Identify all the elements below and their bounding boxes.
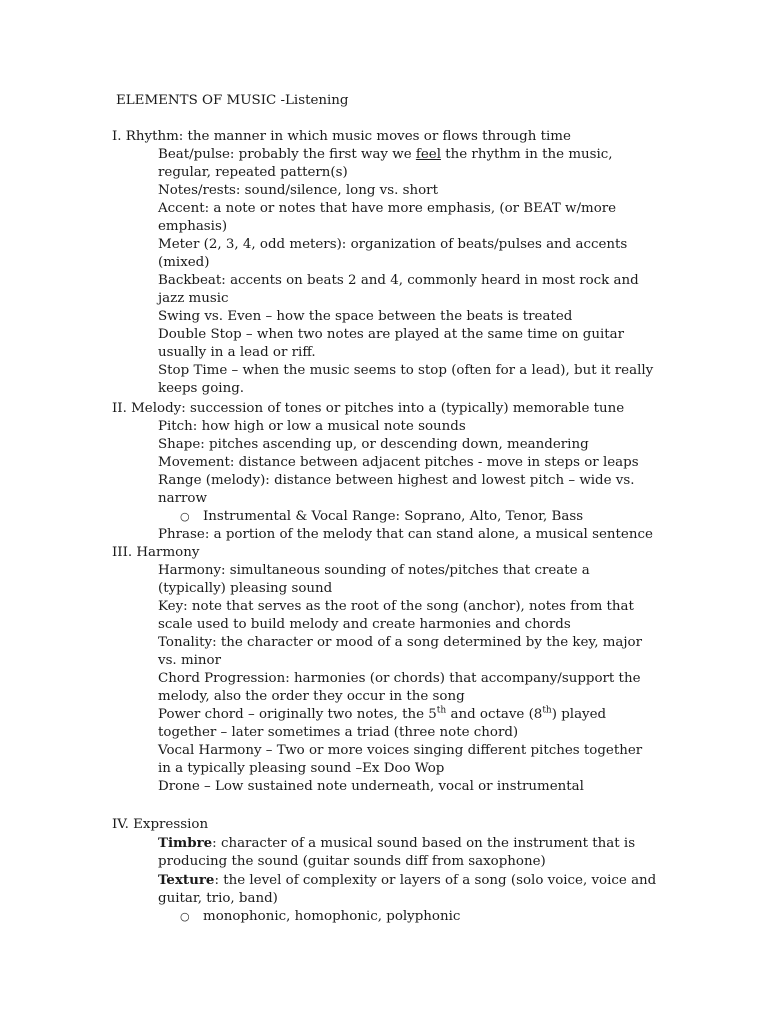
section-heading: II. Melody: succession of tones or pitches into a (typically) memorable tune bbox=[112, 401, 625, 416]
list-item: Range (melody): distance between highest and lowest pitch – wide vs. narrow bbox=[158, 473, 635, 506]
section-rhythm bbox=[112, 128, 712, 398]
item-text: and octave (8 bbox=[446, 707, 543, 722]
list-item: Phrase: a portion of the melody that can stand alone, a musical sentence bbox=[158, 527, 653, 542]
section-items bbox=[112, 834, 658, 926]
section-heading: IV. Expression bbox=[112, 817, 209, 832]
list-item: Chord Progression: harmonies (or chords) that accompany/support the melody, also the order they occur in the song bbox=[158, 671, 641, 704]
sub-bullet-item bbox=[158, 508, 658, 526]
item-text: Beat/pulse: probably the first way we bbox=[158, 147, 416, 162]
list-item bbox=[158, 834, 658, 871]
term-label: Texture bbox=[158, 872, 215, 888]
list-item: Meter (2, 3, 4, odd meters): organization of beats/pulses and accents (mixed) bbox=[158, 237, 628, 270]
item-text: ) played together – later sometimes a triad (three note chord) bbox=[158, 707, 607, 740]
superscript: th bbox=[436, 705, 447, 716]
list-item: Double Stop – when two notes are played at the same time on guitar usually in a lead or riff. bbox=[158, 327, 625, 360]
section-heading: III. Harmony bbox=[112, 545, 200, 560]
circle-bullet-icon: ○ bbox=[180, 510, 190, 523]
section-harmony bbox=[112, 544, 712, 796]
section-items bbox=[112, 146, 658, 398]
superscript: th bbox=[542, 705, 552, 716]
section-items bbox=[112, 562, 658, 796]
list-item: Drone – Low sustained note underneath, vocal or instrumental bbox=[158, 779, 584, 794]
list-item: Accent: a note or notes that have more emphasis, (or BEAT w/more emphasis) bbox=[158, 201, 617, 234]
list-item bbox=[158, 871, 658, 908]
section-expression bbox=[112, 816, 712, 926]
sub-item-text: Instrumental & Vocal Range: Soprano, Alto, Tenor, Bass bbox=[203, 509, 584, 524]
sub-bullet-item bbox=[158, 908, 658, 926]
sub-item-text: monophonic, homophonic, polyphonic bbox=[203, 909, 461, 924]
term-definition: : the level of complexity or layers of a song (solo voice, voice and guitar, trio, band) bbox=[158, 873, 657, 906]
term-label: Timbre bbox=[158, 835, 213, 851]
circle-bullet-icon: ○ bbox=[180, 910, 190, 923]
list-item: Shape: pitches ascending up, or descending down, meandering bbox=[158, 437, 589, 452]
list-item bbox=[158, 146, 658, 182]
section-items bbox=[112, 418, 658, 544]
section-melody bbox=[112, 400, 712, 544]
section-heading: I. Rhythm: the manner in which music moves or flows through time bbox=[112, 129, 571, 144]
list-item: Notes/rests: sound/silence, long vs. short bbox=[158, 183, 438, 198]
list-item: Tonality: the character or mood of a song determined by the key, major vs. minor bbox=[158, 635, 643, 668]
term-definition: : character of a musical sound based on the instrument that is producing the sound (guitar sounds diff from saxophone) bbox=[158, 836, 636, 869]
list-item bbox=[158, 706, 658, 742]
list-item: Pitch: how high or low a musical note sounds bbox=[158, 419, 466, 434]
emphasized-word: feel bbox=[415, 147, 441, 162]
list-item: Vocal Harmony – Two or more voices singing different pitches together in a typically pleasing sound –Ex Doo Wop bbox=[158, 743, 643, 776]
item-text: Power chord – originally two notes, the 5 bbox=[158, 707, 437, 722]
list-item: Harmony: simultaneous sounding of notes/pitches that create a (typically) pleasing sound bbox=[158, 563, 590, 596]
item-text: the rhythm in the music, regular, repeated pattern(s) bbox=[158, 147, 613, 180]
list-item: Movement: distance between adjacent pitches - move in steps or leaps bbox=[158, 455, 639, 470]
list-item: Backbeat: accents on beats 2 and 4, commonly heard in most rock and jazz music bbox=[158, 273, 639, 306]
list-item: Stop Time – when the music seems to stop (often for a lead), but it really keeps going. bbox=[158, 363, 654, 396]
document-title: ELEMENTS OF MUSIC -Listening bbox=[116, 93, 349, 108]
list-item: Key: note that serves as the root of the song (anchor), notes from that scale used to build melody and create harmonies and chords bbox=[158, 599, 634, 632]
list-item: Swing vs. Even – how the space between the beats is treated bbox=[158, 309, 573, 324]
